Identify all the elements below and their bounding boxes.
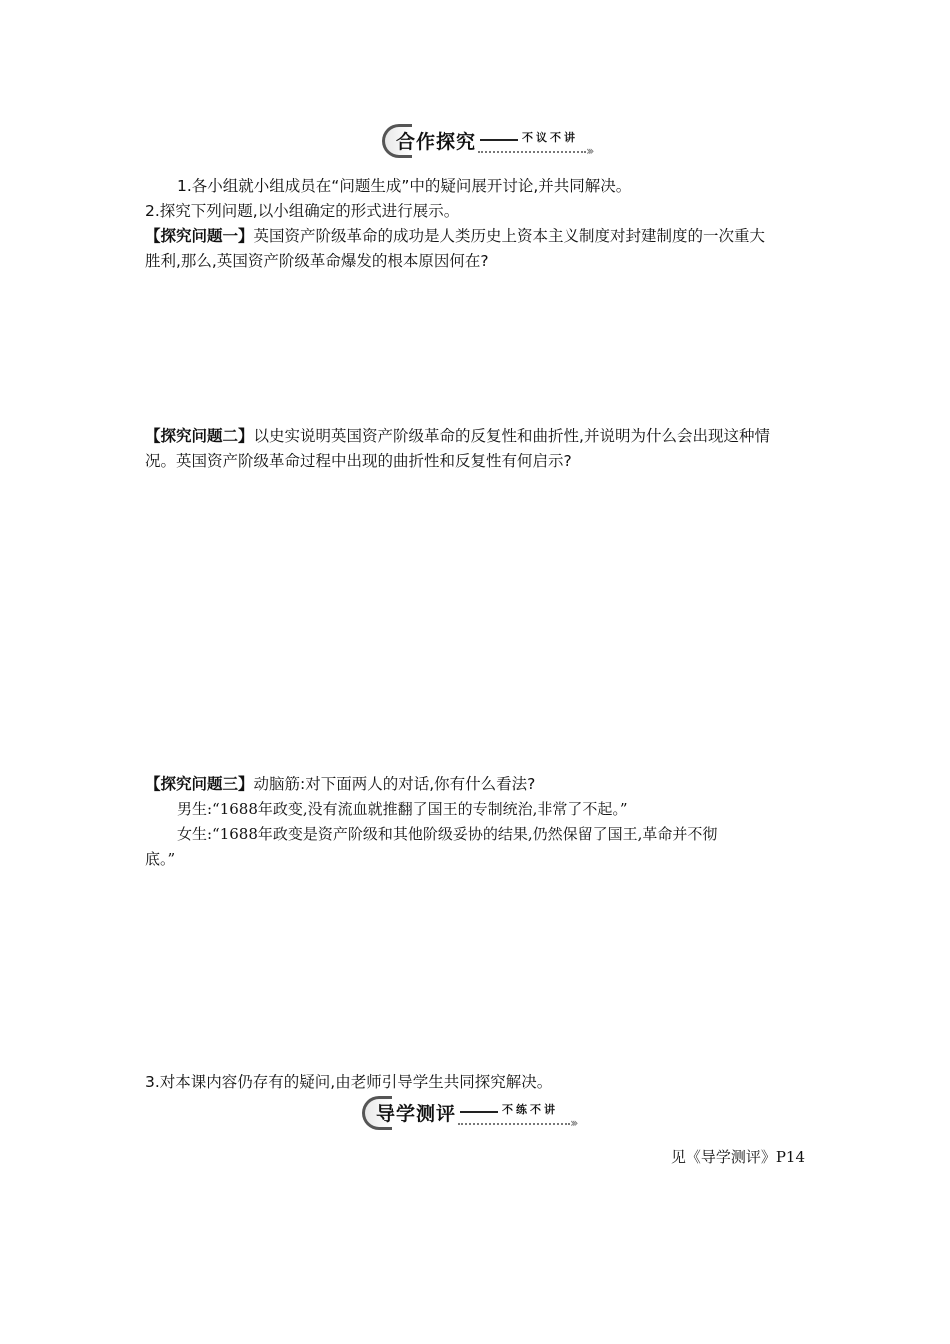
paragraph-1: 1.各小组就小组成员在“问题生成”中的疑问展开讨论,并共同解决。: [177, 177, 632, 195]
question-3-line-1: [145, 772, 815, 796]
paragraph-2: 2.探究下列问题,以小组确定的形式进行展示。: [145, 202, 460, 220]
chevron-right-icon: ›››: [586, 144, 592, 158]
question-3-tag: 【探究问题三】: [145, 775, 254, 793]
question-1-text: 英国资产阶级革命的成功是人类历史上资本主义制度对封建制度的一次重大: [253, 227, 766, 245]
banner-subtitle: 不练不讲: [502, 1103, 558, 1116]
question-1-line-2: 胜利,那么,英国资产阶级革命爆发的根本原因何在?: [145, 252, 489, 270]
section-banner-guided-assessment: [362, 1096, 587, 1132]
banner-dash: [460, 1111, 498, 1113]
question-2-line-1: [145, 424, 815, 448]
question-3-text: 动脑筋:对下面两人的对话,你有什么看法?: [253, 775, 536, 793]
question-1-tag: 【探究问题一】: [145, 227, 254, 245]
banner-subtitle: 不议不讲: [522, 131, 578, 144]
banner-title: 合作探究: [396, 131, 477, 153]
question-2-tag: 【探究问题二】: [145, 427, 254, 445]
question-2-text: 以史实说明英国资产阶级革命的反复性和曲折性,并说明为什么会出现这种情: [253, 427, 770, 445]
question-2-line-2: 况。英国资产阶级革命过程中出现的曲折性和反复性有何启示?: [145, 452, 572, 470]
banner-dotted-rule: [458, 1123, 570, 1125]
banner-title: 导学测评: [376, 1103, 457, 1125]
question-3-girl-quote-line-1: 女生:“1688年政变是资产阶级和其他阶级妥协的结果,仍然保留了国王,革命并不彻: [177, 825, 718, 843]
banner-dotted-rule: [478, 151, 586, 153]
section-banner-cooperative-inquiry: [382, 124, 607, 160]
chevron-right-icon: ›››: [570, 1116, 576, 1130]
question-3-boy-quote: 男生:“1688年政变,没有流血就推翻了国王的专制统治,非常了不起。”: [177, 800, 628, 818]
question-3-girl-quote-line-2: 底。”: [145, 850, 176, 868]
banner-dash: [480, 139, 518, 141]
reference-note: 见《导学测评》P14: [670, 1148, 805, 1166]
question-1-line-1: [145, 224, 815, 248]
paragraph-3: 3.对本课内容仍存有的疑问,由老师引导学生共同探究解决。: [145, 1073, 553, 1091]
